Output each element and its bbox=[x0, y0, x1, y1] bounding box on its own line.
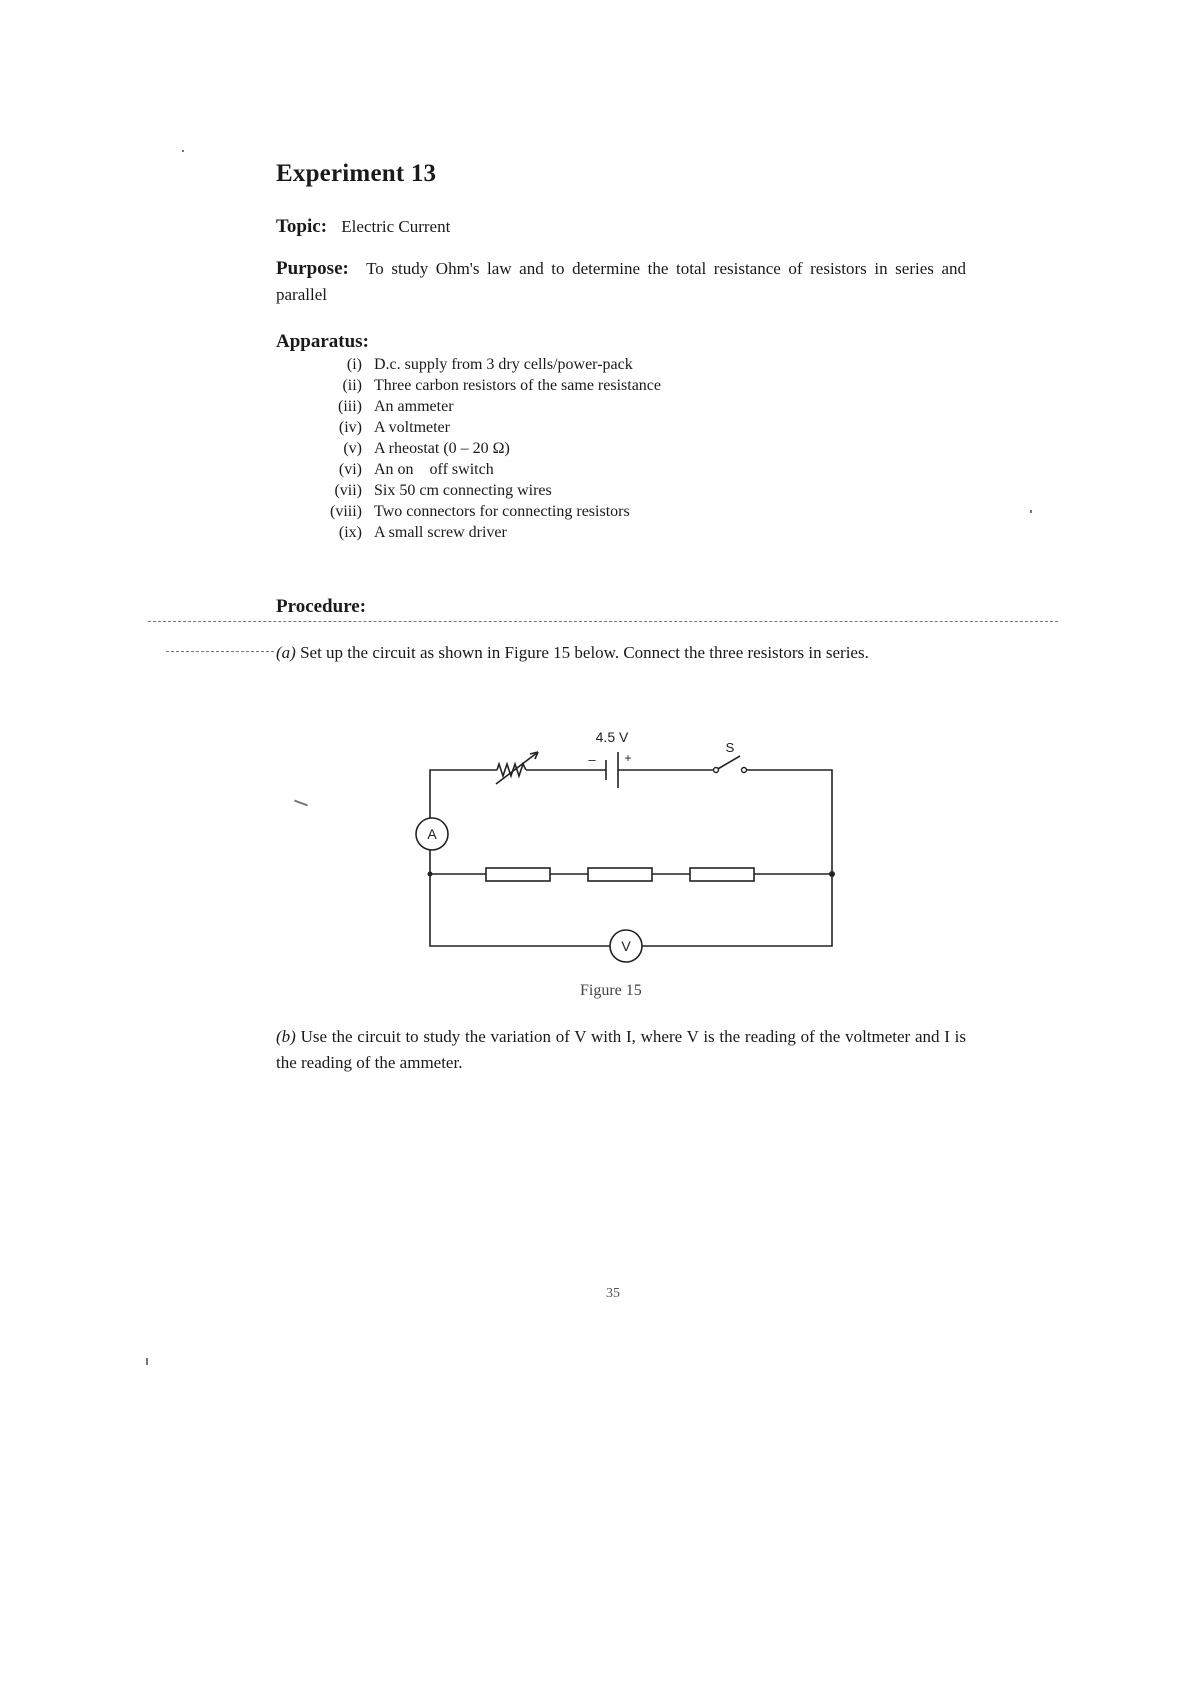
item-text: Six 50 cm connecting wires bbox=[374, 482, 552, 499]
apparatus-list bbox=[300, 354, 860, 543]
junction-dot bbox=[428, 872, 433, 877]
purpose-label: Purpose: bbox=[276, 258, 349, 279]
purpose-text: To study Ohm's law and to determine the total resistance of resistors in series and parallel bbox=[276, 259, 966, 304]
procedure-heading: Procedure: bbox=[276, 596, 367, 617]
item-text: D.c. supply from 3 dry cells/power-pack bbox=[374, 356, 633, 373]
plus-sign: + bbox=[624, 751, 632, 765]
resistor-1 bbox=[486, 868, 550, 881]
switch-label: S bbox=[725, 740, 735, 755]
step-a-label: (a) bbox=[276, 643, 296, 662]
resistor-3 bbox=[690, 868, 754, 881]
voltmeter-label: V bbox=[621, 938, 631, 954]
switch-contact bbox=[742, 768, 747, 773]
rheostat-icon bbox=[497, 764, 526, 776]
list-item bbox=[300, 522, 860, 543]
procedure-step-b bbox=[276, 1024, 966, 1076]
item-text: Two connectors for connecting resistors bbox=[374, 503, 630, 520]
list-item bbox=[300, 459, 860, 480]
procedure-step-a bbox=[276, 640, 966, 666]
switch-icon bbox=[716, 756, 740, 770]
item-number: (vi) bbox=[338, 461, 362, 478]
step-b-label: (b) bbox=[276, 1027, 296, 1046]
apparatus-heading: Apparatus: bbox=[276, 331, 369, 352]
list-item bbox=[300, 417, 860, 438]
topic-line bbox=[276, 214, 450, 240]
item-number: (viii) bbox=[330, 503, 362, 520]
item-text: A rheostat (0 – 20 Ω) bbox=[374, 440, 510, 457]
step-a-text: Set up the circuit as shown in Figure 15 below. Connect the three resistors in series. bbox=[300, 643, 869, 662]
figure-caption: Figure 15 bbox=[580, 982, 642, 999]
step-b-text: Use the circuit to study the variation of V with I, where V is the reading of the voltmeter and I is the reading of the ammeter. bbox=[276, 1027, 966, 1072]
scan-speck bbox=[146, 1358, 148, 1365]
minus-sign: – bbox=[588, 752, 596, 767]
scan-speck bbox=[182, 150, 184, 152]
list-item bbox=[300, 438, 860, 459]
scan-speck bbox=[294, 800, 308, 807]
supply-label: 4.5 V bbox=[595, 729, 629, 745]
scan-dash-line bbox=[148, 621, 1058, 622]
scan-speck bbox=[1030, 510, 1032, 513]
page-number: 35 bbox=[606, 1286, 620, 1301]
battery-icon bbox=[606, 752, 618, 788]
purpose-paragraph bbox=[276, 256, 966, 308]
resistor-2 bbox=[588, 868, 652, 881]
scan-dash-line bbox=[166, 651, 274, 652]
item-number: (iii) bbox=[338, 398, 362, 415]
circuit-diagram bbox=[380, 718, 850, 978]
item-text: An on off switch bbox=[374, 461, 494, 478]
wire-bottom-right bbox=[642, 874, 832, 946]
list-item bbox=[300, 480, 860, 501]
item-number: (ii) bbox=[342, 377, 362, 394]
item-number: (vii) bbox=[334, 482, 362, 499]
item-number: (ix) bbox=[338, 524, 362, 541]
ammeter-label: A bbox=[427, 826, 437, 842]
list-item bbox=[300, 501, 860, 522]
switch-contact bbox=[714, 768, 719, 773]
rheostat-arrow bbox=[496, 752, 538, 784]
list-item bbox=[300, 375, 860, 396]
wire-top-left bbox=[430, 770, 497, 824]
item-number: (v) bbox=[343, 440, 362, 457]
list-item bbox=[300, 354, 860, 375]
item-text: A small screw driver bbox=[374, 524, 507, 541]
item-text: A voltmeter bbox=[374, 419, 450, 436]
topic-text: Electric Current bbox=[341, 217, 451, 236]
topic-label: Topic: bbox=[276, 216, 328, 237]
wire-top-end bbox=[744, 770, 832, 872]
item-text: Three carbon resistors of the same resistance bbox=[374, 377, 661, 394]
item-number: (i) bbox=[346, 356, 362, 373]
item-number: (iv) bbox=[338, 419, 362, 436]
item-text: An ammeter bbox=[374, 398, 454, 415]
list-item bbox=[300, 396, 860, 417]
experiment-title: Experiment 13 bbox=[276, 160, 437, 187]
junction-dot bbox=[829, 871, 835, 877]
wire-left bbox=[430, 844, 610, 946]
